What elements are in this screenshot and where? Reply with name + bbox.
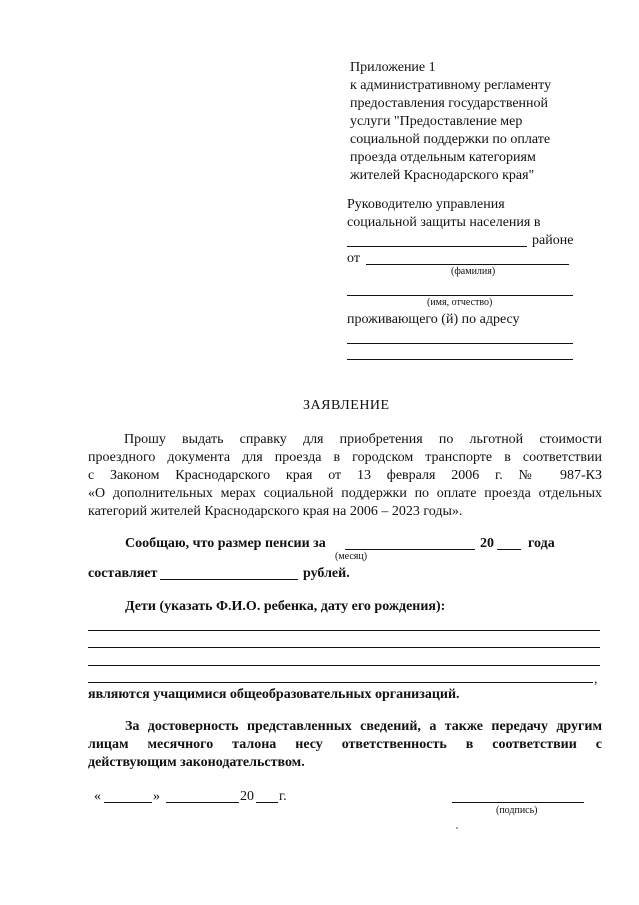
request-line-3: с Законом Краснодарского края от 13 февраля 2006 г. № 987-КЗ (88, 468, 602, 483)
responsibility-line-1: За достоверность представленных сведений, а также передачу другим (125, 719, 602, 734)
request-line-4: «О дополнительных мерах социальной поддержки по оплате проезда отдельных (88, 486, 602, 501)
date-year-prefix: 20 (240, 789, 254, 804)
month-hint: (месяц) (335, 551, 368, 562)
district-suffix: районе (532, 233, 574, 248)
pension-month-field[interactable] (345, 549, 475, 550)
scan-speck (456, 827, 458, 829)
residing-label: проживающего (й) по адресу (347, 312, 520, 327)
appendix-line-6: проезда отдельным категориям (350, 150, 536, 165)
date-year-field[interactable] (256, 802, 278, 803)
amount-suffix: рублей. (303, 566, 350, 581)
pension-year-prefix: 20 (480, 536, 494, 551)
address-field-1[interactable] (347, 343, 573, 344)
appendix-line-7: жителей Краснодарского края" (350, 168, 535, 183)
amount-label: составляет (88, 566, 158, 581)
addressee-line-1: Руководителю управления (347, 197, 505, 212)
children-field-2[interactable] (88, 647, 600, 648)
appendix-line-2: к административному регламенту (350, 78, 552, 93)
amount-field[interactable] (160, 579, 298, 580)
appendix-line-5: социальной поддержки по оплате (350, 132, 551, 147)
date-quote-open: « (94, 789, 101, 804)
signature-field[interactable] (452, 802, 584, 803)
children-comma: , (594, 672, 598, 687)
date-month-field[interactable] (166, 802, 239, 803)
pension-year-field[interactable] (497, 549, 521, 550)
appendix-line-1: Приложение 1 (350, 60, 436, 75)
students-line: являются учащимися общеобразовательных организаций. (88, 687, 460, 702)
surname-hint: (фамилия) (451, 266, 496, 277)
children-label: Дети (указать Ф.И.О. ребенка, дату его рождения): (125, 599, 446, 614)
appendix-line-4: услуги "Предоставление мер (350, 114, 523, 129)
address-field-2[interactable] (347, 359, 573, 360)
date-quote-close: » (153, 789, 160, 804)
name-field[interactable] (347, 295, 573, 296)
children-field-4[interactable] (88, 682, 593, 683)
document-title: ЗАЯВЛЕНИЕ (303, 398, 390, 413)
appendix-line-3: предоставления государственной (350, 96, 549, 111)
district-field[interactable] (347, 246, 527, 247)
signature-hint: (подпись) (496, 805, 538, 816)
date-year-suffix: г. (279, 789, 287, 804)
addressee-line-2: социальной защиты населения в (347, 215, 541, 230)
name-hint: (имя, отчество) (427, 297, 493, 308)
pension-label: Сообщаю, что размер пенсии за (125, 536, 326, 551)
pension-year-suffix: года (528, 536, 555, 551)
surname-field[interactable] (366, 264, 569, 265)
request-line-2: проездного документа для проезда в городском транспорте в соответствии (88, 450, 602, 465)
from-label: от (347, 251, 360, 266)
children-field-3[interactable] (88, 665, 600, 666)
responsibility-line-2: лицам месячного талона несу ответственность в соответствии с (88, 737, 602, 752)
children-field-1[interactable] (88, 630, 600, 631)
responsibility-line-3: действующим законодательством. (88, 755, 305, 770)
date-day-field[interactable] (104, 802, 152, 803)
request-line-1: Прошу выдать справку для приобретения по льготной стоимости (124, 432, 602, 447)
request-line-5: категорий жителей Краснодарского края на 2006 – 2023 годы». (88, 504, 463, 519)
